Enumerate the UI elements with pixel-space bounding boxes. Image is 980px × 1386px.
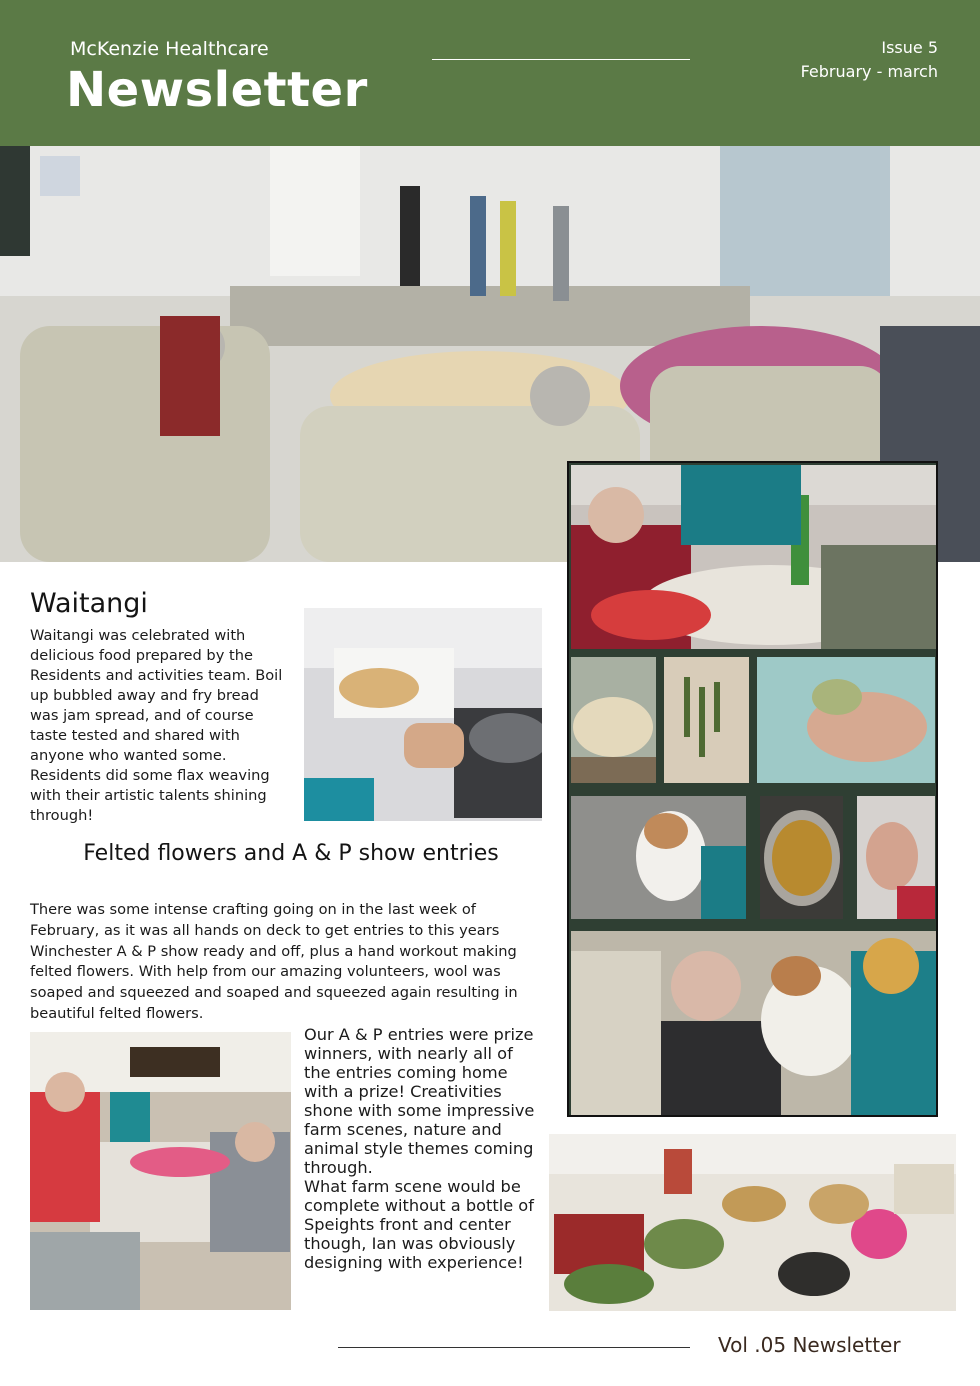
collage-photo-flax-weaving [664, 657, 749, 783]
collage-photo-flax-table [571, 657, 656, 783]
newsletter-title: Newsletter [66, 62, 368, 118]
collage-photo-felt-hands [757, 657, 935, 783]
waitangi-body: Waitangi was celebrated with delicious food prepared by the Residents and activities team. Boil up bubbled away and fry bread was jam spread, and of course taste tested and shared with anyone who wanted some. Residents did some flax weaving with their artistic talents shining through! [30, 627, 283, 824]
issue-period: February - march [800, 62, 938, 81]
organization-name: McKenzie Healthcare [70, 38, 269, 60]
collage-photo-felt-detail [857, 796, 935, 919]
ap-show-entries-photo [549, 1134, 956, 1311]
ap-entries-body: Our A & P entries were prize winners, with nearly all of the entries coming home with a prize! Creativities shone with some impressive farm scenes, nature and animal style themes coming through. What farm scene would be complete without a bottle of Speights front and center though, Ian was obviously designing with experience! [304, 1025, 535, 1272]
collage-photo-frying [760, 796, 843, 919]
issue-number: Issue 5 [881, 38, 938, 57]
crafting-photo [30, 1032, 291, 1310]
header-divider [432, 59, 690, 60]
felted-body: There was some intense crafting going on in the last week of February, as it was all hands on deck to get entries to this years Winchester A & P show ready and off, plus a hand workout making felted flowers. With help from our amazing volunteers, wool was soaped and squeezed and soaped and squeezed again resulting in beautiful felted flowers. [30, 901, 518, 1022]
footer-volume-label: Vol .05 Newsletter [718, 1333, 901, 1357]
footer-divider [338, 1347, 690, 1348]
header-banner [0, 0, 980, 146]
issue-info [801, 36, 938, 84]
waitangi-heading: Waitangi [30, 588, 148, 619]
waitangi-photo [304, 608, 542, 821]
collage-photo-resident-with-dog [571, 931, 936, 1115]
activity-photo-collage [567, 461, 938, 1117]
collage-photo-resident-felting [571, 465, 936, 649]
felted-heading: Felted flowers and A & P show entries [83, 841, 499, 866]
collage-photo-dog [571, 796, 746, 919]
